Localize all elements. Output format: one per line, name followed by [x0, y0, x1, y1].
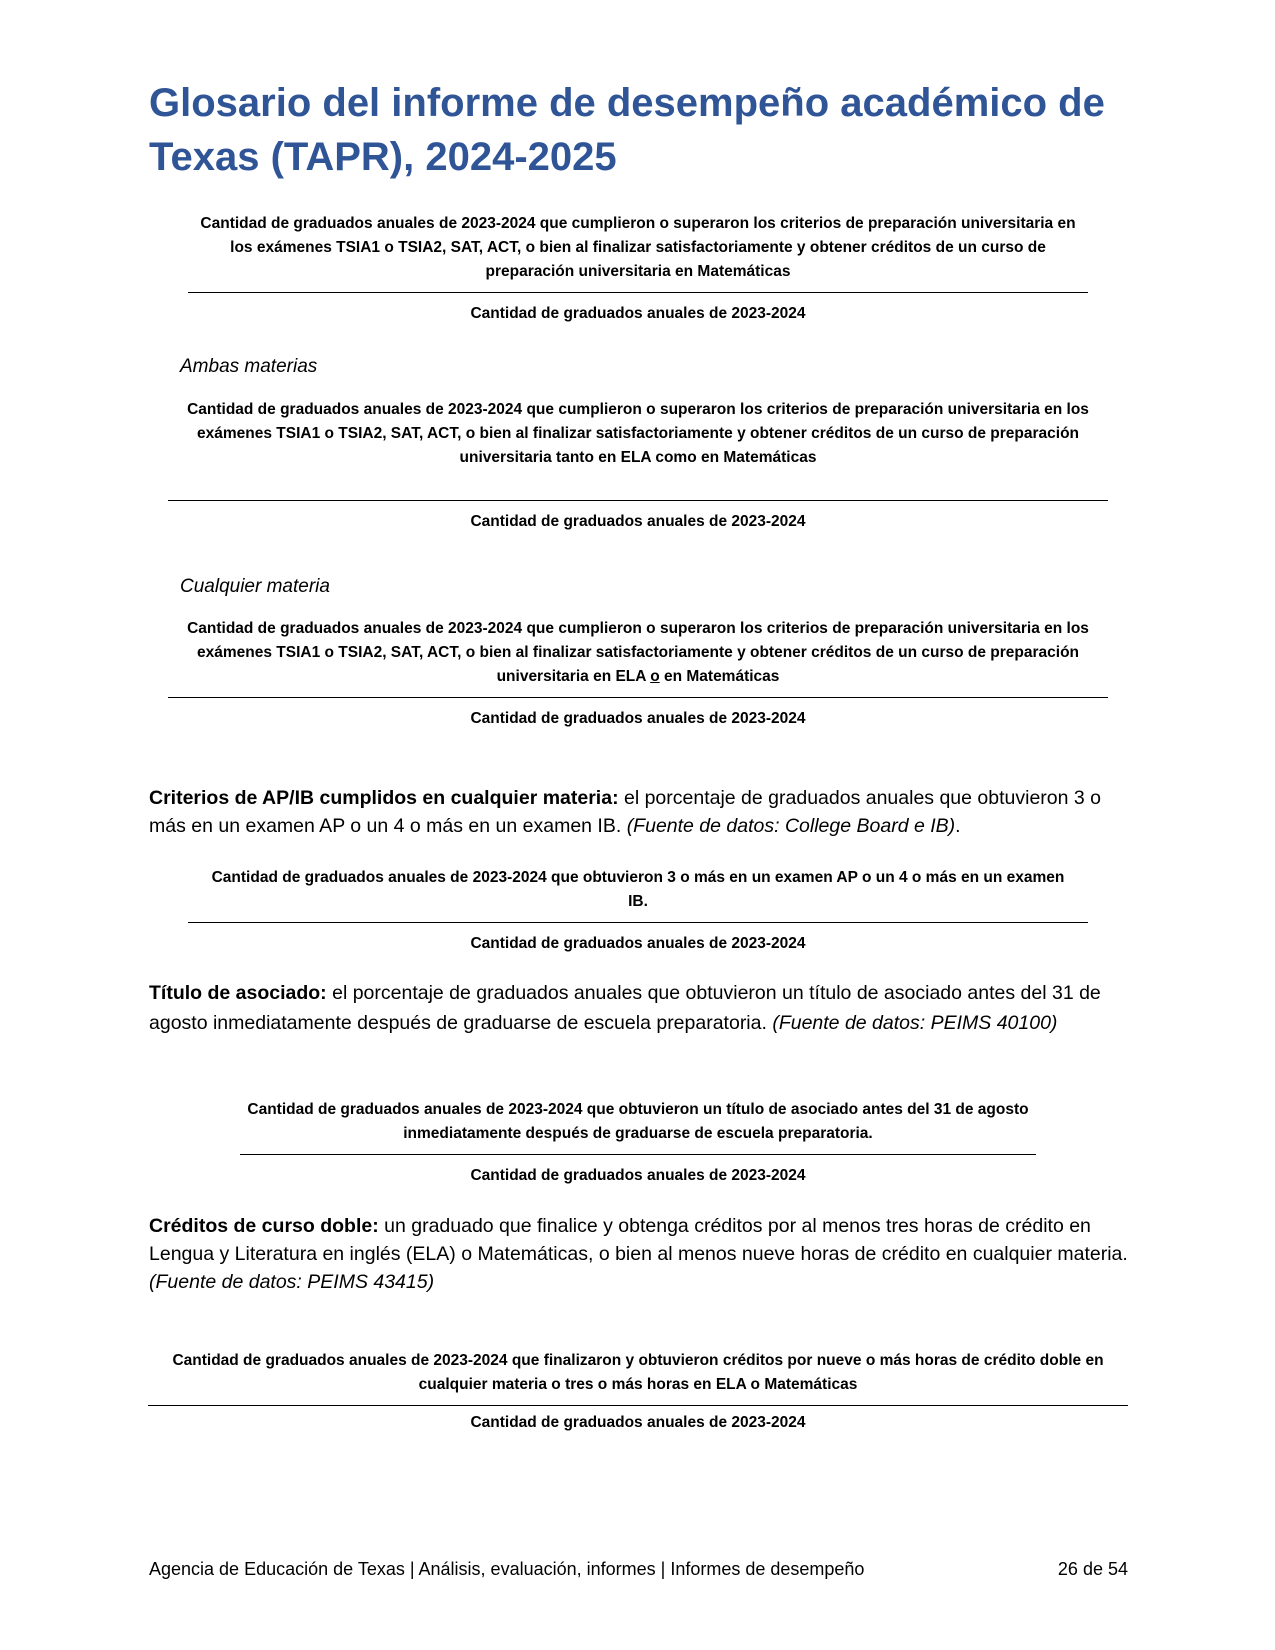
fraction-numerator: Cantidad de graduados anuales de 2023-2024 que obtuvieron 3 o más en un examen AP o un 4 o más en un examen IB. — [188, 866, 1088, 923]
fraction-numerator: Cantidad de graduados anuales de 2023-2024 que finalizaron y obtuvieron créditos por nueve o más horas de crédito doble en cualquier materia o tres o más horas en ELA o Matemáticas — [148, 1349, 1128, 1406]
fraction-numerator: Cantidad de graduados anuales de 2023-2024 que cumplieron o superaron los criterios de preparación universitaria en los exámenes TSIA1 o TSIA2, SAT, ACT, o bien al finalizar satisfactoriamente y obtener créditos de un curso de preparación universitaria en ELA o en Matemáticas — [168, 617, 1108, 698]
fraction-denominator: Cantidad de graduados anuales de 2023-2024 — [470, 710, 806, 727]
definition-term: Título de asociado: — [149, 982, 327, 1004]
fraction-denominator: Cantidad de graduados anuales de 2023-2024 — [470, 935, 806, 952]
fraction-numerator: Cantidad de graduados anuales de 2023-2024 que cumplieron o superaron los criterios de preparación universitaria en los exámenes TSIA1 o TSIA2, SAT, ACT, o bien al finalizar satisfactoriamente y obtener créditos de un curso de preparación universitaria tanto en ELA como en Matemáticas — [168, 398, 1108, 501]
definition-term: Criterios de AP/IB cumplidos en cualquier materia: — [149, 787, 619, 809]
fraction-numerator: Cantidad de graduados anuales de 2023-2024 que cumplieron o superaron los criterios de preparación universitaria en los exámenes TSIA1 o TSIA2, SAT, ACT, o bien al finalizar satisfactoriamente y obtener créditos de un curso de preparación universitaria en Matemáticas — [188, 212, 1088, 293]
fraction-dual-credit — [148, 1349, 1128, 1434]
footer-page-number: 26 de 54 — [1057, 1559, 1128, 1579]
fraction-denominator: Cantidad de graduados anuales de 2023-2024 — [470, 1414, 806, 1431]
data-source: (Fuente de datos: College Board e IB) — [626, 815, 956, 837]
fraction-both-subjects — [168, 398, 1108, 533]
fraction-denominator: Cantidad de graduados anuales de 2023-2024 — [470, 305, 806, 322]
fraction-associate-degree — [240, 1098, 1036, 1187]
fraction-denominator: Cantidad de graduados anuales de 2023-2024 — [470, 513, 806, 530]
data-source: (Fuente de datos: PEIMS 43415) — [149, 1271, 435, 1293]
subheading-both-subjects: Ambas materias — [180, 356, 318, 377]
page-title: Glosario del informe de desempeño académico de Texas (TAPR), 2024-2025 — [149, 81, 1105, 179]
definition-dual-credit: Créditos de curso doble: un graduado que finalice y obtenga créditos por al menos tres horas de crédito en Lengua y Literatura en inglés (ELA) o Matemáticas, o bien al menos nueve horas de crédito en cualquier materia. (Fuente de datos: PEIMS 43415) — [149, 1215, 1128, 1293]
footer-agency: Agencia de Educación de Texas | Análisis, evaluación, informes | Informes de desempeño — [149, 1559, 865, 1579]
definition-term: Créditos de curso doble: — [149, 1215, 379, 1237]
fraction-apib — [188, 866, 1088, 955]
definition-associate-degree: Título de asociado: el porcentaje de graduados anuales que obtuvieron un título de asociado antes del 31 de agosto inmediatamente después de graduarse de escuela preparatoria. (Fuente de datos: PEIMS 40100) — [149, 982, 1101, 1034]
fraction-math — [188, 212, 1088, 325]
fraction-numerator: Cantidad de graduados anuales de 2023-2024 que obtuvieron un título de asociado antes del 31 de agosto inmediatamente después de graduarse de escuela preparatoria. — [240, 1098, 1036, 1155]
emphasis-or: o — [650, 668, 660, 685]
subheading-any-subject: Cualquier materia — [180, 576, 330, 597]
data-source: (Fuente de datos: PEIMS 40100) — [772, 1012, 1058, 1034]
fraction-denominator: Cantidad de graduados anuales de 2023-2024 — [470, 1167, 806, 1184]
definition-apib: Criterios de AP/IB cumplidos en cualquier materia: el porcentaje de graduados anuales que obtuvieron 3 o más en un examen AP o un 4 o más en un examen IB. (Fuente de datos: College Board e IB). — [149, 787, 1102, 837]
fraction-any-subject — [168, 617, 1108, 730]
